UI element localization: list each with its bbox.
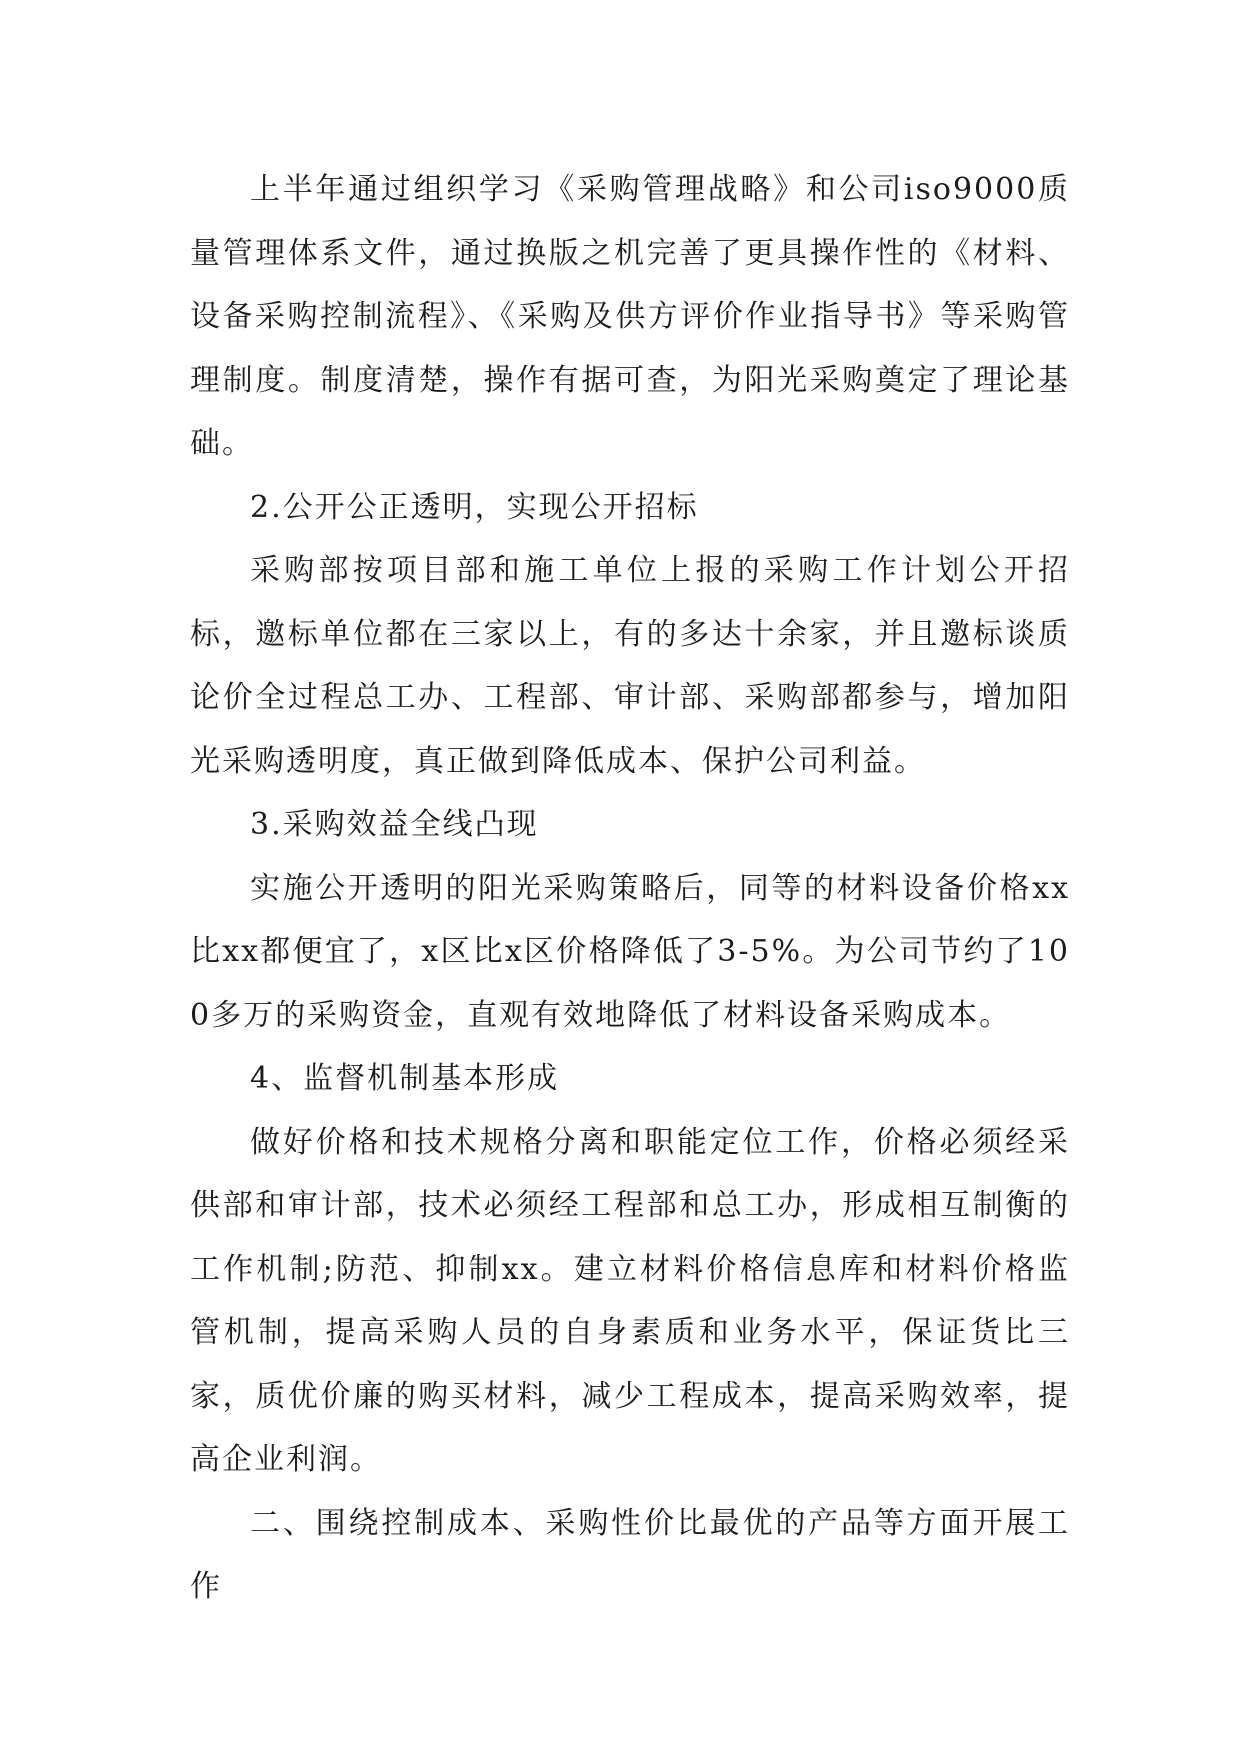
heading-open-bidding: 2.公开公正透明，实现公开招标 (250, 489, 699, 525)
document-body (190, 158, 1070, 1619)
paragraph-section-two: 二、围绕控制成本、采购性价比最优的产品等方面开展工作 (190, 1505, 1070, 1604)
paragraph-supervision-mechanism: 做好价格和技术规格分离和职能定位工作，价格必须经采供部和审计部，技术必须经工程部和总工办，形成相互制衡的工作机制;防范、抑制xx。建立材料价格信息库和材料价格监管机制，提高采购人员的自身素质和业务水平，保证货比三家，质优价廉的购买材料，减少工程成本，提高采购效率，提高企业利润。 (190, 1124, 1070, 1477)
paragraph-procurement-benefits: 实施公开透明的阳光采购策略后，同等的材料设备价格xx比xx都便宜了，x区比x区价格降低了3-5%。为公司节约了100多万的采购资金，直观有效地降低了材料设备采购成本。 (190, 870, 1070, 1033)
heading-procurement-benefits: 3.采购效益全线凸现 (250, 807, 539, 842)
heading-supervision-mechanism: 4、监督机制基本形成 (250, 1061, 560, 1096)
paragraph-procurement-system: 上半年通过组织学习《采购管理战略》和公司iso9000质量管理体系文件，通过换版之机完善了更具操作性的《材料、设备采购控制流程》、《采购及供方评价作业指导书》等采购管理制度。制度清楚，操作有据可查，为阳光采购奠定了理论基础。 (190, 172, 1070, 461)
paragraph-open-bidding: 采购部按项目部和施工单位上报的采购工作计划公开招标，邀标单位都在三家以上，有的多达十余家，并且邀标谈质论价全过程总工办、工程部、审计部、采购部都参与，增加阳光采购透明度，真正做到降低成本、保护公司利益。 (190, 553, 1070, 779)
